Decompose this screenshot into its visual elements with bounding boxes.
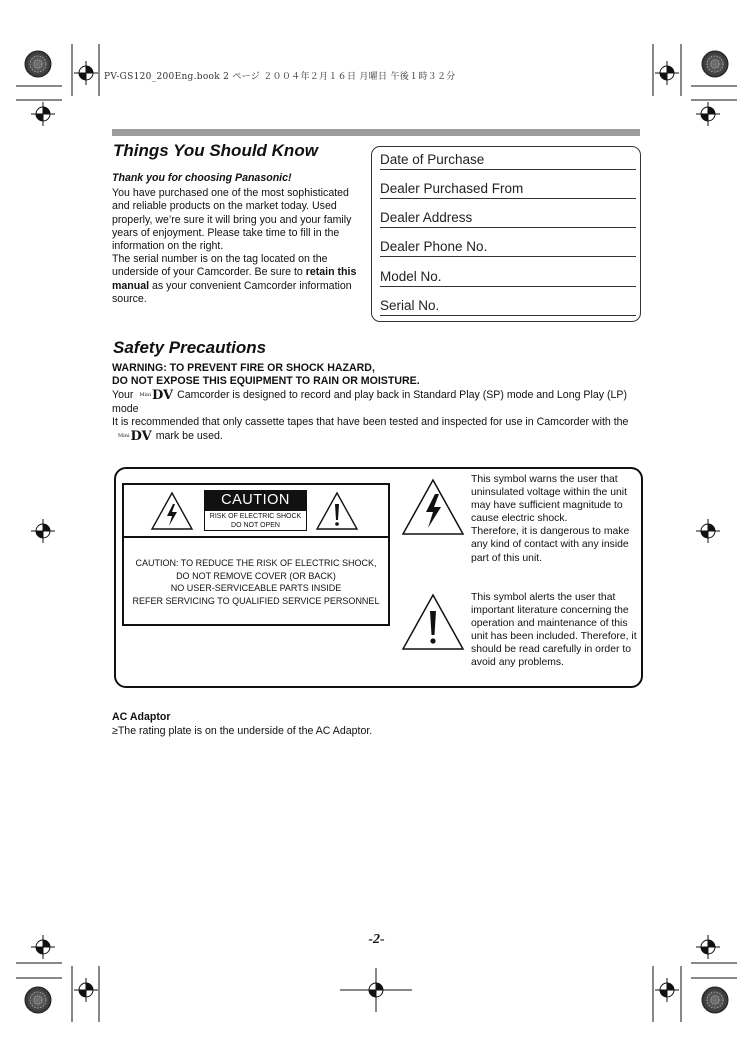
section-title-things-to-know: Things You Should Know [113, 141, 318, 160]
sunburst-mark-top-right [702, 51, 728, 77]
intro-paragraph-1: You have purchased one of the most sophisticated and reliable products on the market today. Used properly, we’re sure it will bring you and your family years of enjoyment. Please take time to fill in the information on the right. [112, 187, 352, 253]
info-field-dealer-phone: Dealer Phone No. [380, 239, 636, 257]
intro-text-block [112, 172, 362, 306]
caution-instructions: CAUTION: TO REDUCE THE RISK OF ELECTRIC SHOCK, DO NOT REMOVE COVER (OR BACK) NO USER-SERVICEABLE PARTS INSIDE REFER SERVICING TO QUALIFIED SERVICE PERSONNEL [132, 558, 380, 606]
exclamation-warning-icon [315, 491, 359, 531]
info-field-dealer-purchased-from: Dealer Purchased From [380, 181, 636, 199]
exclamation-symbol-description: This symbol alerts the user that important literature concerning the operation and maintenance of this unit has been included. Therefore, it should be read carefully in order to avoid any problems. [471, 592, 637, 669]
caution-label: CAUTION [204, 490, 307, 510]
section-rule [112, 129, 640, 136]
caution-subtext: RISK OF ELECTRIC SHOCK DO NOT OPEN [204, 510, 307, 531]
purchase-info-box [371, 146, 641, 322]
lightning-warning-icon [150, 491, 194, 531]
lightning-symbol-icon [401, 478, 465, 536]
ac-adaptor-block [112, 711, 512, 738]
info-field-model-no: Model No. [380, 269, 636, 287]
mini-dv-logo: $^{Mini}$DV [139, 388, 174, 404]
warning-line-2: DO NOT EXPOSE THIS EQUIPMENT TO RAIN OR MOISTURE. [112, 375, 420, 388]
sunburst-mark-bottom-left [25, 987, 51, 1013]
running-head: PV-GS120_200Eng.book 2 ページ ２００４年２月１６日 月曜日 午後１時３２分 [104, 72, 456, 82]
intro-paragraph-2: The serial number is on the tag located on the underside of your Camcorder. Be sure to retain this manual as your convenient Camcorder information source. [112, 253, 357, 305]
sunburst-mark-bottom-right [702, 987, 728, 1013]
mini-dv-logo: $^{Mini}$DV [118, 429, 152, 445]
info-field-dealer-address: Dealer Address [380, 210, 636, 228]
ac-adaptor-title: AC Adaptor [112, 711, 171, 723]
record-mode-paragraph: Your $^{Mini}$DV Camcorder is designed to record and play back in Standard Play (SP) mode and Long Play (LP) mode [112, 388, 627, 415]
sunburst-mark-top-left [25, 51, 51, 77]
ac-adaptor-note: ≥The rating plate is on the underside of the AC Adaptor. [112, 724, 373, 737]
page-number: -2- [368, 932, 385, 947]
safety-text-block [112, 362, 642, 443]
warning-line-1: WARNING: TO PREVENT FIRE OR SHOCK HAZARD, [112, 362, 375, 374]
section-title-safety: Safety Precautions [113, 338, 267, 357]
lightning-symbol-description: This symbol warns the user that uninsulated voltage within the unit may have sufficient magnitude to cause electric shock. Therefore, it is dangerous to make any kind of contact with any inside part of this unit. [471, 474, 630, 564]
exclamation-symbol-icon [401, 593, 465, 651]
info-field-date-of-purchase: Date of Purchase [380, 152, 636, 170]
intro-lead: Thank you for choosing Panasonic! [112, 172, 292, 184]
recommend-paragraph: It is recommended that only cassette tapes that have been tested and inspected for use in Camcorder with the$^{Mini}$DV mark be used. [112, 415, 629, 445]
info-field-serial-no: Serial No. [380, 298, 636, 316]
